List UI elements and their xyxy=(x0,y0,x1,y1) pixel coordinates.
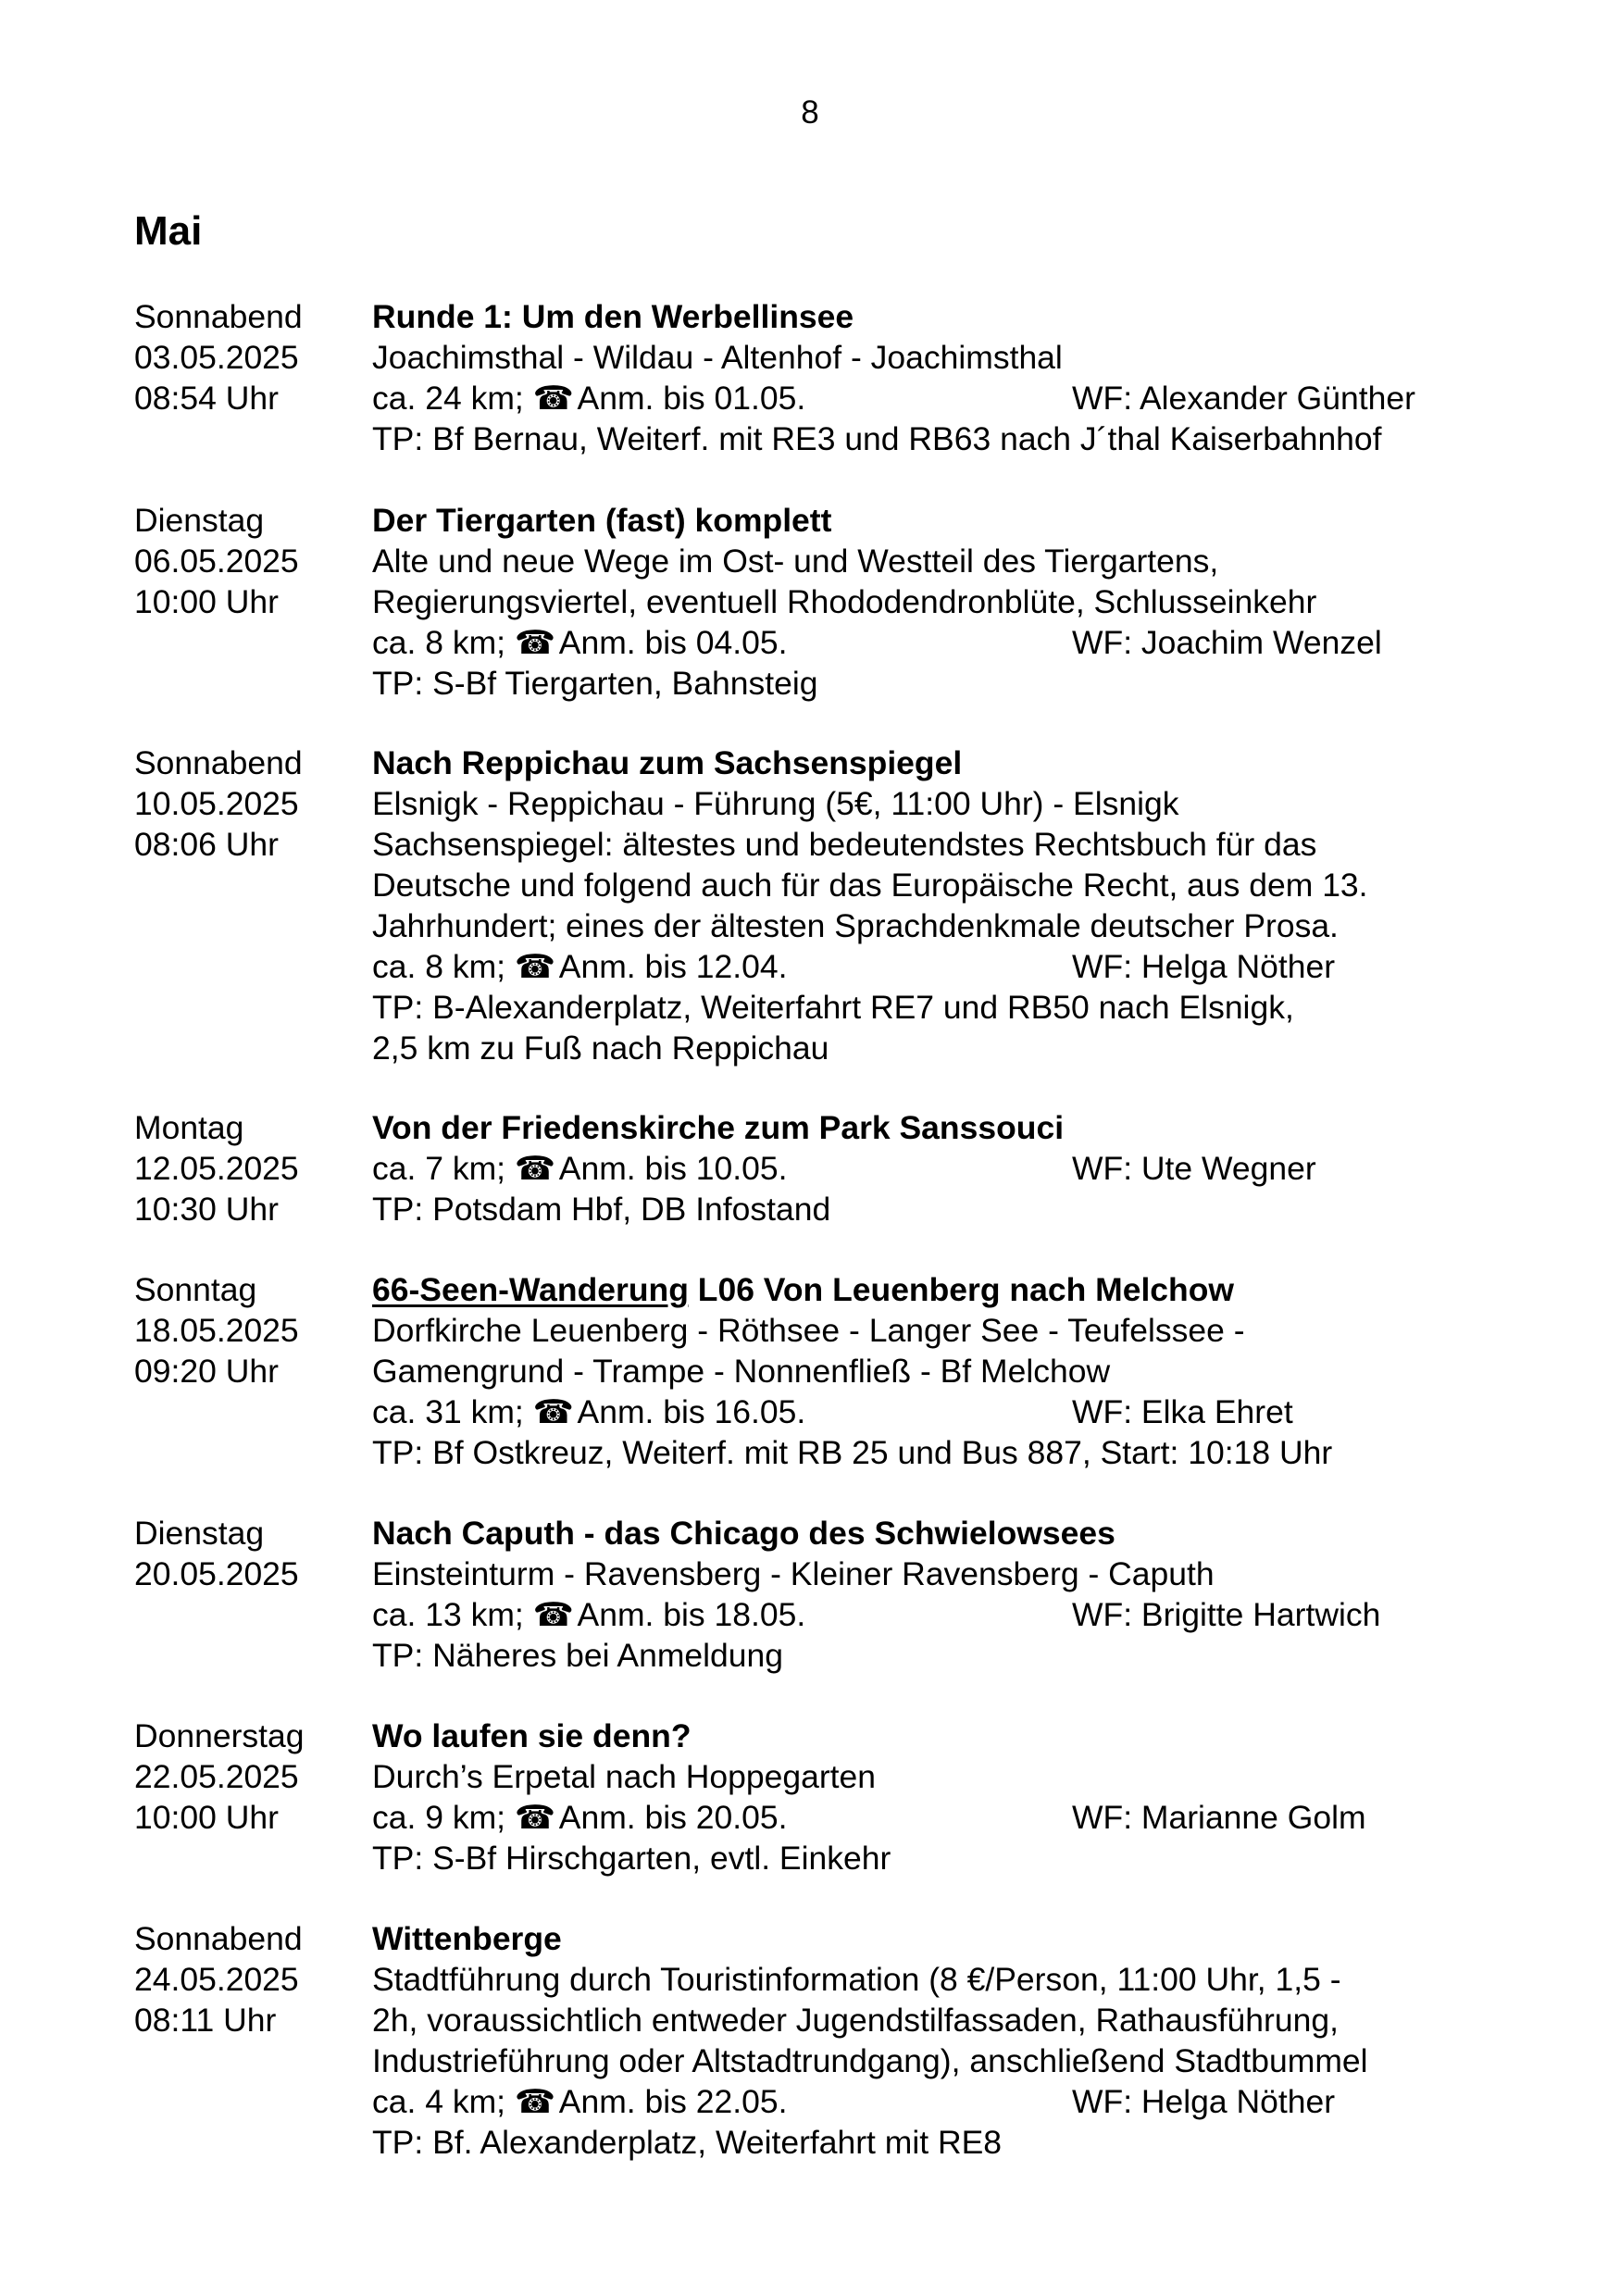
event-weekday: Sonnabend xyxy=(134,298,303,335)
event-description-line: Regierungsviertel, eventuell Rhododendronblüte, Schlusseinkehr xyxy=(372,583,1317,620)
event-guide: WF: Marianne Golm xyxy=(1072,1799,1366,1836)
event-time: 09:20 Uhr xyxy=(134,1353,279,1390)
phone-icon: ☎ xyxy=(532,380,574,417)
event-distance: ca. 9 km; xyxy=(372,1799,506,1836)
event-meeting-point: TP: Potsdam Hbf, DB Infostand xyxy=(372,1191,831,1228)
event-weekday: Sonnabend xyxy=(134,1920,303,1957)
event-guide: WF: Brigitte Hartwich xyxy=(1072,1596,1381,1633)
event-meeting-point: TP: Bf Ostkreuz, Weiterf. mit RB 25 und Bus 887, Start: 10:18 Uhr xyxy=(372,1434,1333,1471)
event-title xyxy=(372,742,1492,783)
event-registration: Anm. bis 10.05. xyxy=(558,1150,788,1187)
event-title-text: Der Tiergarten (fast) komplett xyxy=(372,502,832,539)
phone-icon: ☎ xyxy=(532,1393,574,1430)
event-time: 08:11 Uhr xyxy=(134,2002,277,2039)
event-title-text: Wo laufen sie denn? xyxy=(372,1717,692,1754)
phone-icon: ☎ xyxy=(532,1596,574,1633)
event-info-line xyxy=(372,1797,1492,1838)
event-title-text: Runde 1: Um den Werbellinsee xyxy=(372,298,854,335)
event-date-column xyxy=(134,500,370,622)
event-description-line: Joachimsthal - Wildau - Altenhof - Joachimsthal xyxy=(372,339,1063,376)
event-weekday: Sonntag xyxy=(134,1271,257,1308)
event-meeting-point: TP: Bf. Alexanderplatz, Weiterfahrt mit RE8 xyxy=(372,2124,1003,2161)
event-title xyxy=(372,1513,1492,1554)
event-guide: WF: Helga Nöther xyxy=(1072,2083,1336,2120)
event-info-column xyxy=(372,742,1492,1068)
event-info-left xyxy=(372,1797,1072,1838)
event-weekday: Dienstag xyxy=(134,1515,265,1552)
event-date: 03.05.2025 xyxy=(134,339,299,376)
event-date-column xyxy=(134,742,370,865)
event-date-column xyxy=(134,296,370,418)
event-info-line xyxy=(372,1148,1492,1189)
event-distance: ca. 24 km; xyxy=(372,380,524,417)
event-info-left xyxy=(372,622,1072,663)
event-date-column xyxy=(134,1269,370,1391)
phone-icon: ☎ xyxy=(514,624,556,661)
event-info-column xyxy=(372,1513,1492,1676)
event-info-column xyxy=(372,296,1492,459)
event-date: 10.05.2025 xyxy=(134,785,299,822)
event-date: 20.05.2025 xyxy=(134,1555,299,1592)
event-guide: WF: Joachim Wenzel xyxy=(1072,624,1382,661)
event-registration: Anm. bis 20.05. xyxy=(558,1799,788,1836)
event-title-text: Nach Reppichau zum Sachsenspiegel xyxy=(372,744,963,781)
event-info-column xyxy=(372,1716,1492,1878)
event-time: 08:06 Uhr xyxy=(134,826,279,863)
event-description-line: Sachsenspiegel: ältestes und bedeutendstes Rechtsbuch für das xyxy=(372,826,1317,863)
event-date-column xyxy=(134,1107,370,1229)
event-info-column xyxy=(372,1107,1492,1229)
event-title xyxy=(372,1107,1492,1148)
event-title xyxy=(372,1716,1492,1756)
event-description-line: Durch’s Erpetal nach Hoppegarten xyxy=(372,1758,877,1795)
event-time: 08:54 Uhr xyxy=(134,380,279,417)
event-meeting-point: 2,5 km zu Fuß nach Reppichau xyxy=(372,1029,829,1067)
event-registration: Anm. bis 04.05. xyxy=(558,624,788,661)
event-distance: ca. 13 km; xyxy=(372,1596,524,1633)
event-date: 22.05.2025 xyxy=(134,1758,299,1795)
event-weekday: Sonnabend xyxy=(134,744,303,781)
event-info-left xyxy=(372,2081,1072,2122)
event-distance: ca. 8 km; xyxy=(372,624,506,661)
event-registration: Anm. bis 18.05. xyxy=(577,1596,806,1633)
event-description-line: Dorfkirche Leuenberg - Röthsee - Langer See - Teufelssee - xyxy=(372,1312,1245,1349)
event-info-column xyxy=(372,500,1492,704)
event-title-link[interactable]: 66-Seen-Wanderung xyxy=(372,1271,689,1308)
event-time: 10:30 Uhr xyxy=(134,1191,279,1228)
event-registration: Anm. bis 12.04. xyxy=(558,948,788,985)
event-info-left xyxy=(372,1391,1072,1432)
event-registration: Anm. bis 22.05. xyxy=(558,2083,788,2120)
event-description-line: Jahrhundert; eines der ältesten Sprachdenkmale deutscher Prosa. xyxy=(372,907,1339,944)
phone-icon: ☎ xyxy=(514,948,556,985)
event-info-left xyxy=(372,1148,1072,1189)
event-description-line: Deutsche und folgend auch für das Europäische Recht, aus dem 13. xyxy=(372,867,1368,904)
event-meeting-point: TP: S-Bf Tiergarten, Bahnsteig xyxy=(372,665,818,702)
event-meeting-point: TP: Bf Bernau, Weiterf. mit RE3 und RB63 nach J´thal Kaiserbahnhof xyxy=(372,420,1382,457)
event-guide: WF: Ute Wegner xyxy=(1072,1150,1316,1187)
event-title xyxy=(372,1269,1492,1310)
event-description-line: Einsteinturm - Ravensberg - Kleiner Ravensberg - Caputh xyxy=(372,1555,1215,1592)
event-info-left xyxy=(372,946,1072,987)
event-description-line: Elsnigk - Reppichau - Führung (5€, 11:00 Uhr) - Elsnigk xyxy=(372,785,1179,822)
event-description-line: Stadtführung durch Touristinformation (8 €/Person, 11:00 Uhr, 1,5 - xyxy=(372,1961,1341,1998)
event-info-line xyxy=(372,622,1492,663)
event-time: 10:00 Uhr xyxy=(134,583,279,620)
event-guide: WF: Alexander Günther xyxy=(1072,380,1415,417)
event-title xyxy=(372,1918,1492,1959)
event-weekday: Montag xyxy=(134,1109,244,1146)
event-title-text: Wittenberge xyxy=(372,1920,562,1957)
page-number: 8 xyxy=(801,94,819,131)
event-info-left xyxy=(372,378,1072,418)
event-title-text: L06 Von Leuenberg nach Melchow xyxy=(688,1271,1235,1308)
event-description-line: Industrieführung oder Altstadtrundgang), anschließend Stadtbummel xyxy=(372,2042,1368,2079)
event-distance: ca. 8 km; xyxy=(372,948,506,985)
event-meeting-point: TP: B-Alexanderplatz, Weiterfahrt RE7 und RB50 nach Elsnigk, xyxy=(372,989,1294,1026)
event-time: 10:00 Uhr xyxy=(134,1799,279,1836)
event-guide: WF: Helga Nöther xyxy=(1072,948,1336,985)
event-weekday: Dienstag xyxy=(134,502,265,539)
event-weekday: Donnerstag xyxy=(134,1717,305,1754)
event-description-line: Gamengrund - Trampe - Nonnenfließ - Bf Melchow xyxy=(372,1353,1111,1390)
event-info-line xyxy=(372,378,1492,418)
event-date: 06.05.2025 xyxy=(134,543,299,580)
event-registration: Anm. bis 01.05. xyxy=(577,380,806,417)
phone-icon: ☎ xyxy=(514,1799,556,1836)
event-description-line: 2h, voraussichtlich entweder Jugendstilfassaden, Rathausführung, xyxy=(372,2002,1339,2039)
event-date: 18.05.2025 xyxy=(134,1312,299,1349)
phone-icon: ☎ xyxy=(514,2083,556,2120)
event-date: 24.05.2025 xyxy=(134,1961,299,1998)
event-info-line xyxy=(372,2081,1492,2122)
event-title-text: Nach Caputh - das Chicago des Schwielowsees xyxy=(372,1515,1115,1552)
event-date-column xyxy=(134,1716,370,1838)
event-info-column xyxy=(372,1269,1492,1473)
event-title xyxy=(372,296,1492,337)
event-date-column xyxy=(134,1513,370,1594)
event-date: 12.05.2025 xyxy=(134,1150,299,1187)
event-description-line: Alte und neue Wege im Ost- und Westteil des Tiergartens, xyxy=(372,543,1219,580)
event-date-column xyxy=(134,1918,370,2040)
event-distance: ca. 4 km; xyxy=(372,2083,506,2120)
event-distance: ca. 31 km; xyxy=(372,1393,524,1430)
event-distance: ca. 7 km; xyxy=(372,1150,506,1187)
event-info-line xyxy=(372,1391,1492,1432)
event-title xyxy=(372,500,1492,541)
phone-icon: ☎ xyxy=(514,1150,556,1187)
event-info-line xyxy=(372,946,1492,987)
event-info-column xyxy=(372,1918,1492,2163)
event-title-text: Von der Friedenskirche zum Park Sanssouci xyxy=(372,1109,1065,1146)
event-guide: WF: Elka Ehret xyxy=(1072,1393,1293,1430)
event-meeting-point: TP: Näheres bei Anmeldung xyxy=(372,1637,784,1674)
event-info-left xyxy=(372,1594,1072,1635)
event-meeting-point: TP: S-Bf Hirschgarten, evtl. Einkehr xyxy=(372,1840,891,1877)
month-heading: Mai xyxy=(134,208,203,254)
event-registration: Anm. bis 16.05. xyxy=(577,1393,806,1430)
event-info-line xyxy=(372,1594,1492,1635)
